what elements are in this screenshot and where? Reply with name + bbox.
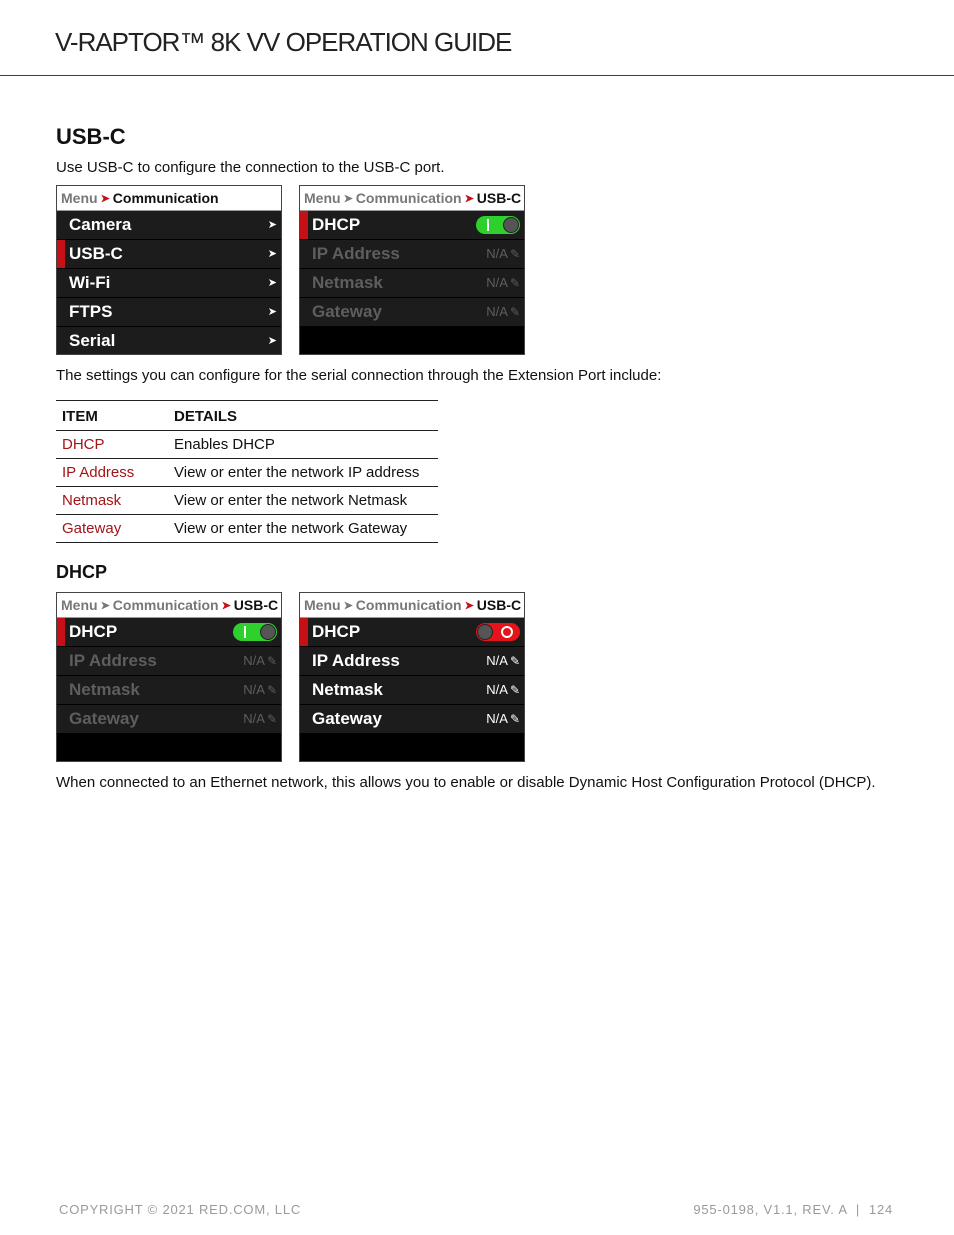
menu-item-value: N/A ✎ (486, 275, 520, 290)
usb-c-menu-panel (299, 185, 525, 355)
item-link[interactable]: Gateway (62, 520, 122, 537)
selection-indicator (300, 618, 308, 646)
menu-item-label: Gateway (312, 302, 382, 321)
edit-icon: ✎ (509, 654, 520, 668)
arrow-right-icon: ➤ (267, 219, 277, 231)
menu-item-label: DHCP (312, 622, 361, 641)
menu-item-label: IP Address (69, 651, 157, 670)
table-row (56, 487, 438, 515)
header-rule (0, 75, 954, 76)
menu-item-label: IP Address (312, 244, 400, 263)
chevron-right-icon: ➤ (343, 193, 353, 205)
item-link[interactable]: IP Address (62, 464, 135, 481)
breadcrumb-usb-c: USB-C (476, 190, 522, 206)
item-link[interactable]: DHCP (62, 436, 105, 453)
menu-item-label: Netmask (69, 680, 140, 699)
menu-item-ip-address (57, 647, 281, 675)
menu-item-label: DHCP (312, 215, 361, 234)
table-row (56, 515, 438, 543)
menu-item-ip-address[interactable] (300, 647, 524, 675)
toggle-knob (477, 624, 493, 640)
edit-icon: ✎ (509, 247, 520, 261)
menu-item-ftps[interactable] (57, 298, 281, 326)
toggle-on-bar (487, 219, 489, 231)
menu-item-label: Wi-Fi (69, 273, 111, 292)
dhcp-toggle[interactable] (476, 623, 520, 641)
menu-item-netmask (300, 269, 524, 297)
menu-item-serial[interactable] (57, 327, 281, 355)
dhcp-toggle[interactable] (233, 623, 277, 641)
menu-item-netmask (57, 676, 281, 704)
menu-item-label: Netmask (312, 273, 383, 292)
item-link[interactable]: Netmask (62, 492, 122, 509)
table-header-row (56, 401, 438, 431)
breadcrumb (57, 186, 281, 211)
arrow-right-icon: ➤ (267, 306, 277, 318)
menu-item-value: N/A ✎ (486, 304, 520, 319)
menu-item-dhcp[interactable] (300, 618, 524, 646)
dhcp-title: DHCP (56, 562, 108, 582)
arrow-right-icon: ➤ (267, 277, 277, 289)
breadcrumb-menu[interactable]: Menu (61, 190, 98, 206)
menu-item-label: Netmask (312, 680, 383, 699)
doc-title: V-RAPTOR™ 8K VV OPERATION GUIDE (55, 27, 512, 57)
breadcrumb-communication[interactable]: Communication (112, 597, 219, 613)
menu-item-value: N/A ✎ (486, 711, 520, 726)
chevron-right-icon: ➤ (464, 600, 474, 612)
breadcrumb (300, 186, 524, 211)
menu-item-label: Gateway (69, 709, 139, 728)
edit-icon: ✎ (509, 305, 520, 319)
selection-indicator (57, 240, 65, 268)
menu-item-gateway (57, 705, 281, 733)
breadcrumb-communication[interactable]: Communication (355, 190, 462, 206)
item-detail: View or enter the network Netmask (174, 492, 408, 509)
menu-item-camera[interactable] (57, 211, 281, 239)
selection-indicator (300, 211, 308, 239)
breadcrumb-menu[interactable]: Menu (304, 190, 341, 206)
menu-item-wi-fi[interactable] (57, 269, 281, 297)
edit-icon: ✎ (509, 276, 520, 290)
menu-item-value: N/A ✎ (243, 711, 277, 726)
table-intro: The settings you can configure for the serial connection through the Extension Port include: (56, 367, 662, 384)
edit-icon: ✎ (509, 683, 520, 697)
communication-menu-panel (56, 185, 282, 355)
chevron-right-icon: ➤ (221, 600, 231, 612)
breadcrumb-usb-c: USB-C (476, 597, 522, 613)
table-row (56, 431, 438, 459)
menu-item-gateway (300, 298, 524, 326)
item-detail: View or enter the network IP address (174, 464, 420, 481)
chevron-right-icon: ➤ (343, 600, 353, 612)
table-row (56, 459, 438, 487)
menu-item-dhcp[interactable] (57, 618, 281, 646)
dhcp-toggle[interactable] (476, 216, 520, 234)
menu-item-label: FTPS (69, 302, 113, 321)
item-detail: View or enter the network Gateway (174, 520, 408, 537)
breadcrumb-communication[interactable]: Communication (355, 597, 462, 613)
toggle-knob (260, 624, 276, 640)
toggle-off-ring (501, 626, 513, 638)
edit-icon: ✎ (509, 712, 520, 726)
section-intro: Use USB-C to configure the connection to the USB-C port. (56, 159, 445, 176)
footer-doc-info: 955-0198, V1.1, REV. A | 124 (693, 1202, 893, 1217)
arrow-right-icon: ➤ (267, 248, 277, 260)
menu-item-label: Camera (69, 215, 132, 234)
selection-indicator (57, 618, 65, 646)
breadcrumb-communication: Communication (112, 190, 219, 206)
edit-icon: ✎ (266, 654, 277, 668)
settings-table (56, 400, 438, 543)
menu-item-netmask[interactable] (300, 676, 524, 704)
column-header-item: ITEM (62, 408, 98, 425)
menu-item-value: N/A ✎ (486, 246, 520, 261)
chevron-right-icon: ➤ (100, 600, 110, 612)
menu-item-gateway[interactable] (300, 705, 524, 733)
dhcp-on-panel (56, 592, 282, 762)
dhcp-off-panel (299, 592, 525, 762)
section-title: USB-C (56, 124, 126, 149)
menu-item-value: N/A ✎ (243, 682, 277, 697)
menu-item-value: N/A ✎ (486, 682, 520, 697)
toggle-on-bar (244, 626, 246, 638)
menu-item-dhcp[interactable] (300, 211, 524, 239)
item-detail: Enables DHCP (174, 436, 275, 453)
breadcrumb-usb-c: USB-C (233, 597, 279, 613)
chevron-right-icon: ➤ (100, 193, 110, 205)
menu-item-label: DHCP (69, 622, 118, 641)
menu-item-value: N/A ✎ (486, 653, 520, 668)
menu-item-usb-c[interactable] (57, 240, 281, 268)
toggle-knob (503, 217, 519, 233)
chevron-right-icon: ➤ (464, 193, 474, 205)
breadcrumb-menu[interactable]: Menu (61, 597, 98, 613)
edit-icon: ✎ (266, 683, 277, 697)
dhcp-description: When connected to an Ethernet network, this allows you to enable or disable Dynamic Host Configuration Protocol (DHCP). (56, 774, 876, 791)
menu-item-label: Serial (69, 331, 116, 350)
edit-icon: ✎ (266, 712, 277, 726)
menu-item-label: USB-C (69, 244, 123, 263)
menu-item-label: IP Address (312, 651, 400, 670)
footer-copyright: COPYRIGHT © 2021 RED.COM, LLC (59, 1202, 302, 1217)
breadcrumb (57, 593, 281, 618)
arrow-right-icon: ➤ (267, 335, 277, 347)
breadcrumb-menu[interactable]: Menu (304, 597, 341, 613)
menu-item-ip-address (300, 240, 524, 268)
menu-item-label: Gateway (312, 709, 382, 728)
menu-item-value: N/A ✎ (243, 653, 277, 668)
breadcrumb (300, 593, 524, 618)
column-header-details: DETAILS (174, 408, 238, 425)
